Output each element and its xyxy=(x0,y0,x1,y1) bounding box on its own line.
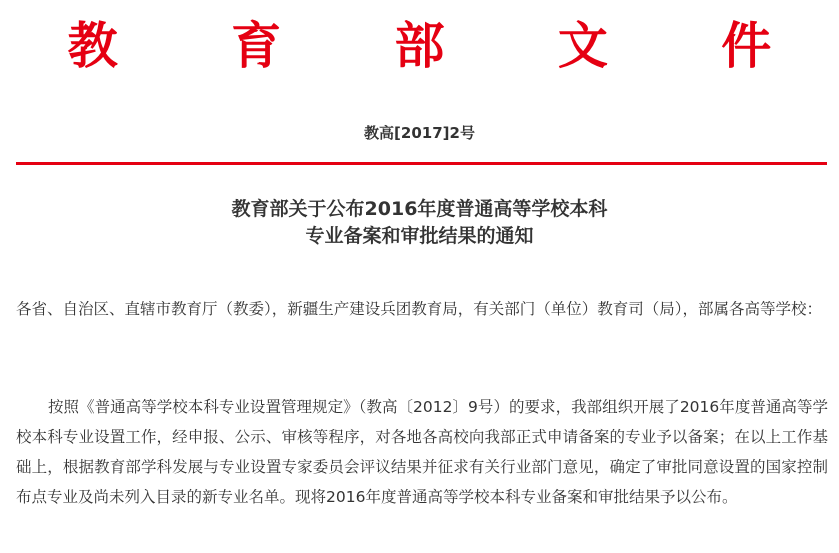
document-title xyxy=(0,196,839,250)
document-masthead: 教 育 部 文 件 xyxy=(67,16,820,75)
title-line-2: 专业备案和审批结果的通知 xyxy=(305,225,534,247)
title-line-1: 教育部关于公布2016年度普通高等学校本科 xyxy=(231,198,608,220)
document-number: 教高[2017]2号 xyxy=(364,124,475,142)
salutation-paragraph: 各省、自治区、直辖市教育厅（教委），新疆生产建设兵团教育局，有关部门（单位）教育司（局），部属各高等学校： xyxy=(16,300,823,318)
red-divider-line xyxy=(16,162,827,165)
body-paragraph: 按照《普通高等学校本科专业设置管理规定》（教高〔2012〕9号）的要求，我部组织开展了2016年度普通高等学校本科专业设置工作，经申报、公示、审核等程序，对各地各高校向我部正式申请备案的专业予以备案；在以上工作基础上，根据教育部学科发展与专业设置专家委员会评议结果并征求有关行业部门意见，确定了审批同意设置的国家控制布点专业及尚未列入目录的新专业名单。现将2016年度普通高等学校本科专业备案和审批结果予以公布。 xyxy=(16,398,828,506)
